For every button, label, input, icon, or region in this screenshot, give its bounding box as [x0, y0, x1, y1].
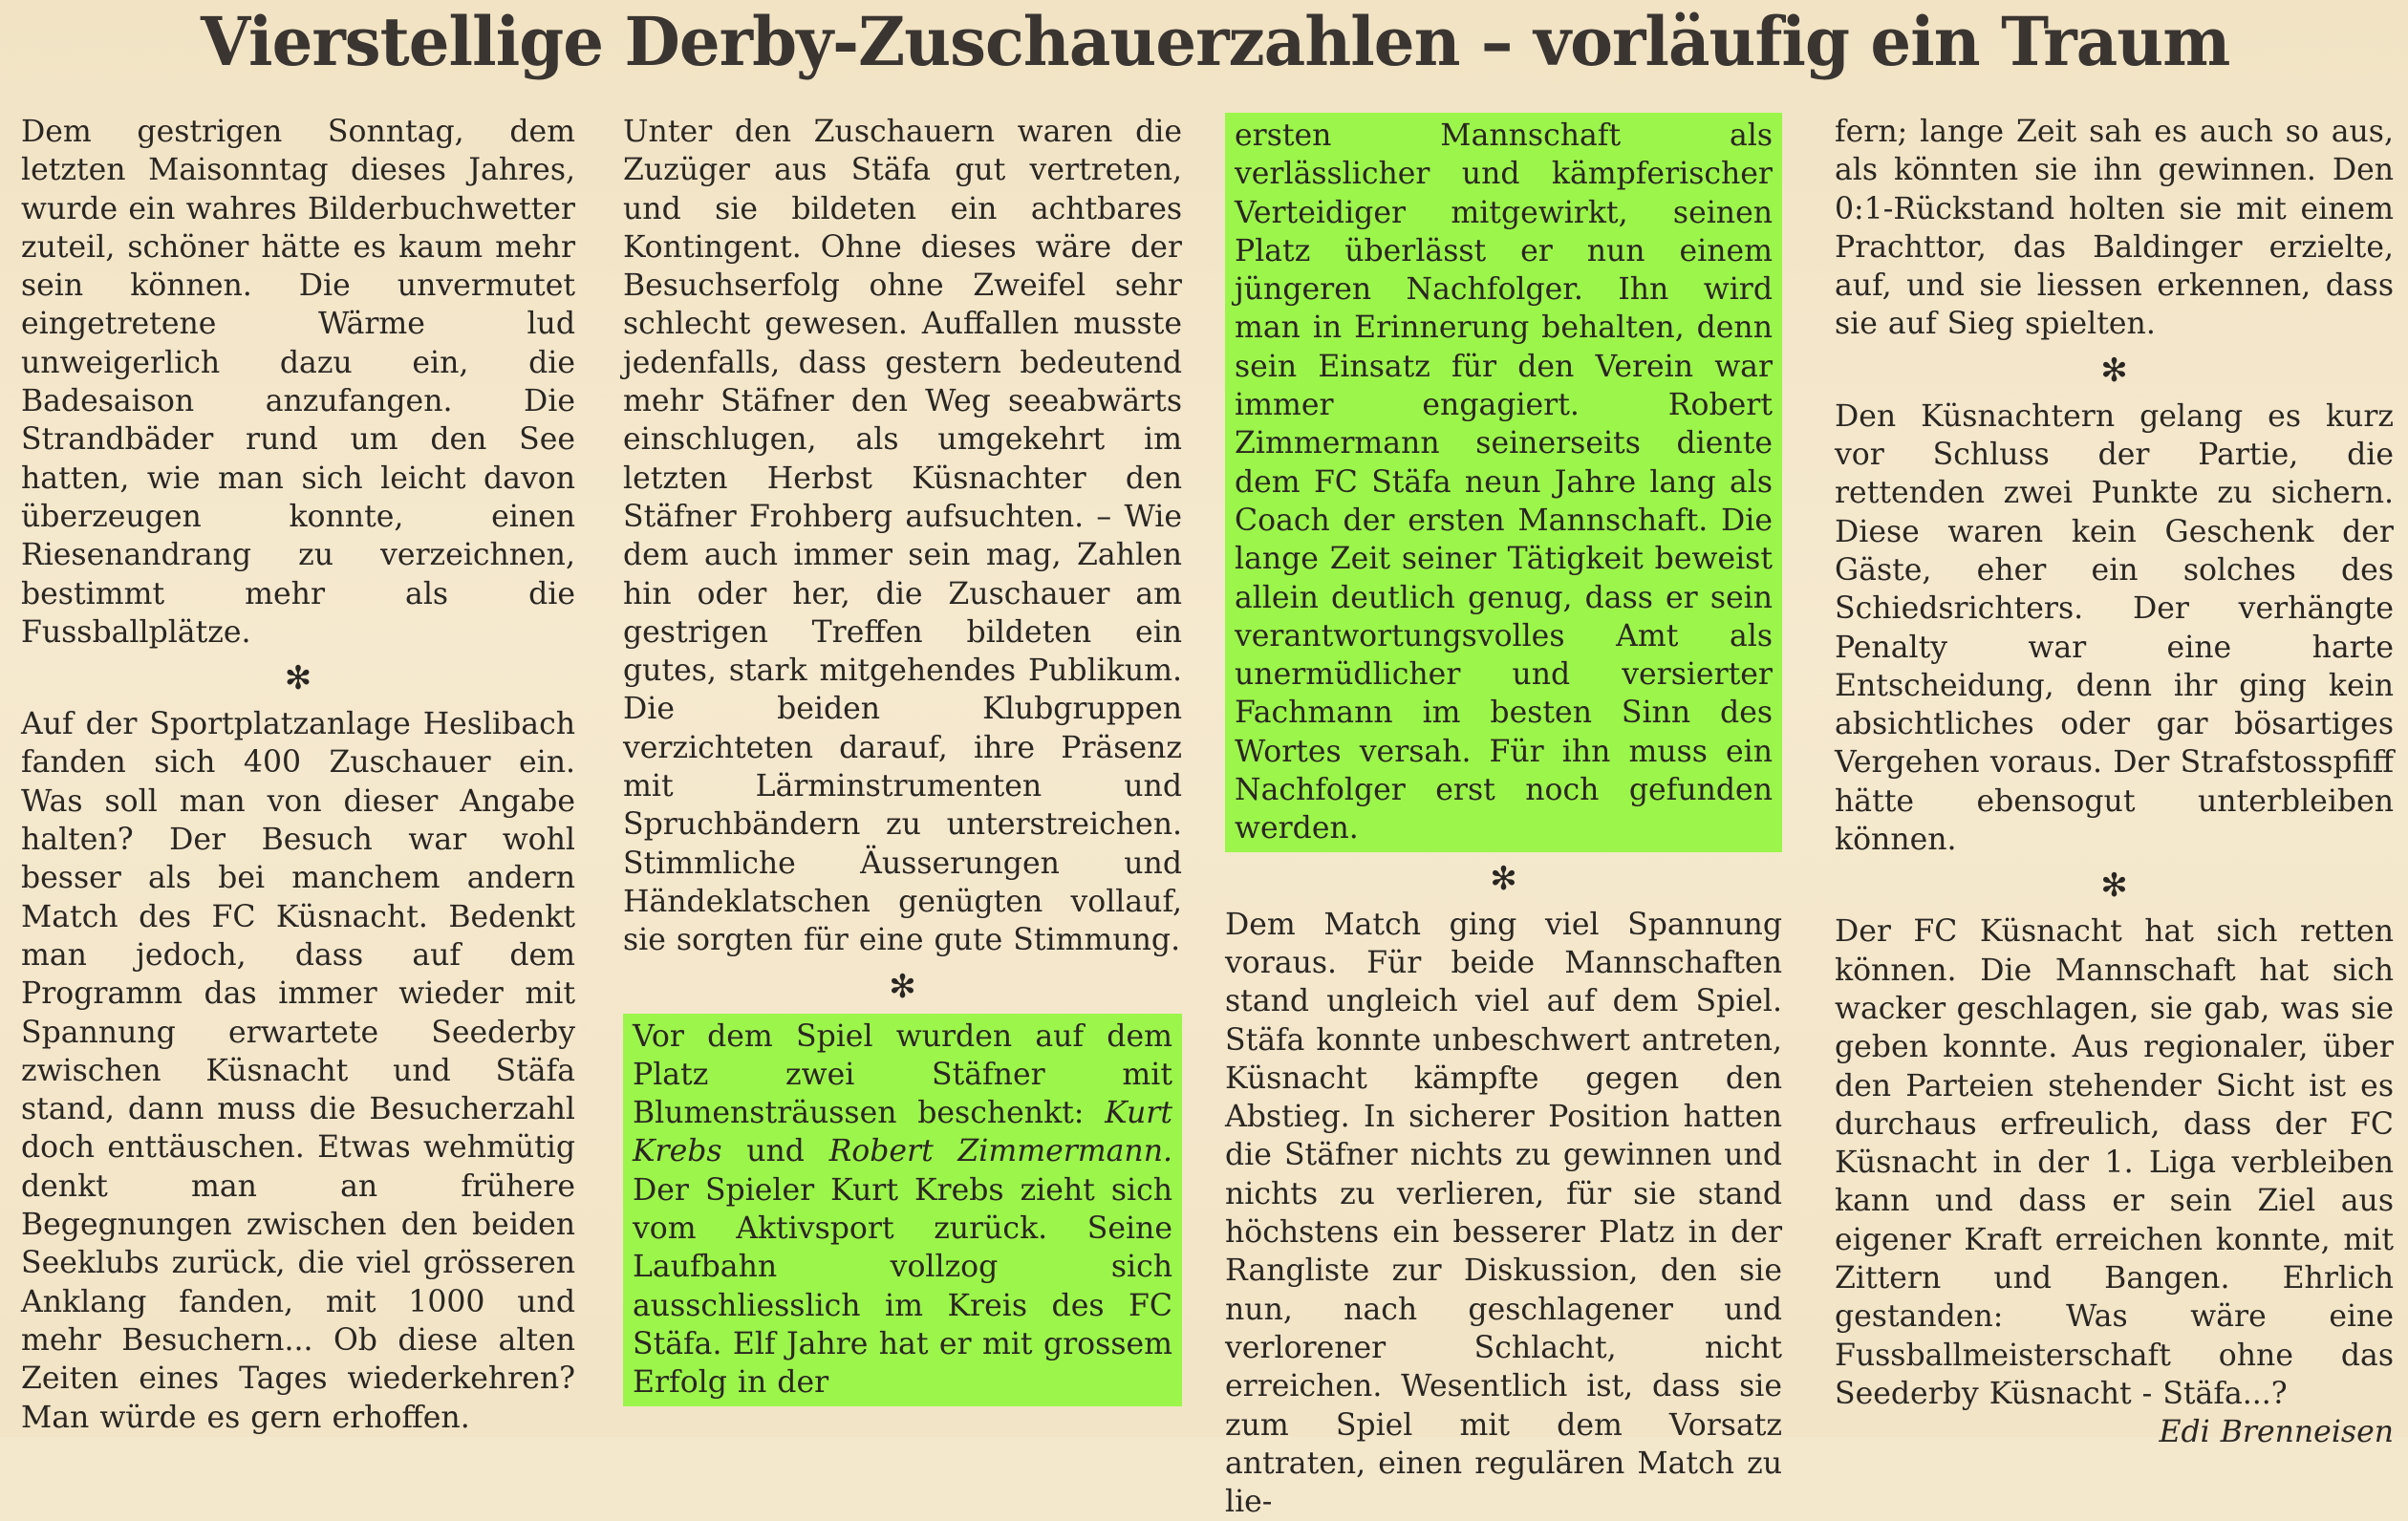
asterisk-separator-icon: ✻ — [889, 967, 916, 1006]
paragraph-col1-2: Auf der Sportplatzanlage Heslibach fanden sich 400 Zuschauer ein. Was soll man von dieser Angabe halten? Der Besuch war wohl besser als bei manchem andern Match des FC Küsnacht. Bedenkt man jedoch, dass auf dem Programm das immer wieder mit Spannung erwartete Seederby zwischen Küsnacht und Stäfa stand, dann muss die Besucherzahl doch enttäuschen. Etwas wehmütig denkt man an frühere Begegnungen zwischen den beiden Seeklubs zurück, die viel grösseren Anklang fanden, mit 1000 und mehr Besuchern... Ob diese alten Zeiten eines Tages wiederkehren? Man würde es gern erhoffen. — [21, 707, 575, 1435]
author-signature: Edi Brenneisen — [2159, 1415, 2394, 1450]
article-column-2 — [623, 113, 1182, 1406]
paragraph-col3-2: Dem Match ging viel Spannung voraus. Für beide Mannschaften stand ungleich viel auf dem Spiel. Stäfa konnte unbeschwert antreten, Küsnacht kämpfte gegen den Abstieg. In sicherer Position hatten die Stäfner nichts zu gewinnen und nichts zu verlieren, für sie stand höchstens ein besserer Platz in der Rangliste zur Diskussion, den sie nun, nach geschlagener und verlorener Schlacht, nicht erreichen. Wesentlich ist, dass sie zum Spiel mit dem Vorsatz antraten, einen regulären Match zu lie- — [1225, 907, 1782, 1520]
paragraph-col1-1: Dem gestrigen Sonntag, dem letzten Maisonntag dieses Jahres, wurde ein wahres Bilderbuchwetter zuteil, schöner hätte es kaum mehr sein können. Die unvermutet eingetretene Wärme lud unweigerlich dazu ein, die Badesaison anzufangen. Die Strandbäder rund um den See hatten, wie man sich leicht davon überzeugen konnte, einen Riesenandrang zu verzeichnen, bestimmt mehr als die Fussballplätze. — [21, 115, 575, 650]
text-fragment: Der Spieler Kurt Krebs zieht sich vom Aktivsport zurück. Seine Laufbahn vollzog sich ausschliesslich im Kreis des FC Stäfa. Elf Jahre hat er mit grossem Erfolg in der — [633, 1172, 1172, 1401]
paragraph-col4-1: fern; lange Zeit sah es auch so aus, als könnten sie ihn gewinnen. Den 0:1-Rückstand holten sie mit einem Prachttor, das Baldinger erzielte, auf, und sie liessen erkennen, dass sie auf Sieg spielten. — [1835, 115, 2394, 342]
text-fragment: Vor dem Spiel wurden auf dem Platz zwei Stäfner mit Blumensträussen beschenkt: — [633, 1018, 1172, 1131]
highlighted-paragraph-col3: ersten Mannschaft als verlässlicher und kämpferischer Verteidiger mitgewirkt, seinen Platz überlässt er nun einem jüngeren Nachfolger. Ihn wird man in Erinnerung behalten, denn sein Einsatz für den Verein war immer engagiert. Robert Zimmermann seinerseits diente dem FC Stäfa neun Jahre lang als Coach der ersten Mannschaft. Die lange Zeit seiner Tätigkeit beweist allein deutlich genug, dass er sein verantwortungsvolles Amt als unermüdlicher und versierter Fachmann im besten Sinn des Wortes versah. Für ihn muss ein Nachfolger erst noch gefunden werden. — [1225, 113, 1782, 852]
name-robert-zimmermann: Robert Zimmermann. — [828, 1134, 1173, 1169]
text-fragment: und — [746, 1134, 805, 1169]
article-column-4 — [1835, 113, 2394, 1452]
asterisk-separator-icon: ✻ — [284, 659, 312, 698]
name-kurt-krebs: Kurt Krebs — [633, 1096, 1172, 1169]
highlighted-paragraph-col2 — [623, 1014, 1182, 1406]
asterisk-separator-icon: ✻ — [1490, 859, 1517, 898]
paragraph-col4-3: Der FC Küsnacht hat sich retten können. Die Mannschaft hat sich wacker geschlagen, sie gab, was sie geben konnte. Aus regionaler, über den Parteien stehender Sicht ist es durchaus erfreulich, dass der FC Küsnacht in der 1. Liga verbleiben kann und dass er sein Ziel aus eigener Kraft erreichen konnte, mit Zittern und Bangen. Ehrlich gestanden: Was wäre eine Fussballmeisterschaft ohne das Seederby Küsnacht - Stäfa...? — [1835, 914, 2394, 1411]
article-column-1 — [21, 113, 575, 1437]
article-column-3 — [1225, 113, 1782, 1521]
paragraph-col2-1: Unter den Zuschauern waren die Zuzüger aus Stäfa gut vertreten, und sie bildeten ein achtbares Kontingent. Ohne dieses wäre der Besuchserfolg ohne Zweifel sehr schlecht gewesen. Auffallen musste jedenfalls, dass gestern bedeutend mehr Stäfner den Weg seeabwärts einschlugen, als umgekehrt im letzten Herbst Küsnachter den Stäfner Frohberg aufsuchten. – Wie dem auch immer sein mag, Zahlen hin oder her, die Zuschauer am gestrigen Treffen bildeten ein gutes, stark mitgehendes Publikum. Die beiden Klubgruppen verzichteten darauf, ihre Präsenz mit Lärminstrumenten und Spruchbändern zu unterstreichen. Stimmliche Äusserungen und Händeklatschen genügten vollauf, sie sorgten für eine gute Stimmung. — [623, 115, 1182, 958]
article-headline: Vierstellige Derby-Zuschauerzahlen – vorläufig ein Traum — [201, 2, 2230, 81]
asterisk-separator-icon: ✻ — [2100, 867, 2128, 906]
asterisk-separator-icon: ✻ — [2100, 351, 2128, 390]
paragraph-col4-2: Den Küsnachtern gelang es kurz vor Schluss der Partie, die rettenden zwei Punkte zu sichern. Diese waren kein Geschenk der Gäste, eher ein solches des Schiedsrichters. Der verhängte Penalty war eine harte Entscheidung, denn ihr ging kein absichtliches oder gar bösartiges Vergehen voraus. Der Strafstosspfiff hätte ebensogut unterbleiben können. — [1835, 398, 2394, 858]
